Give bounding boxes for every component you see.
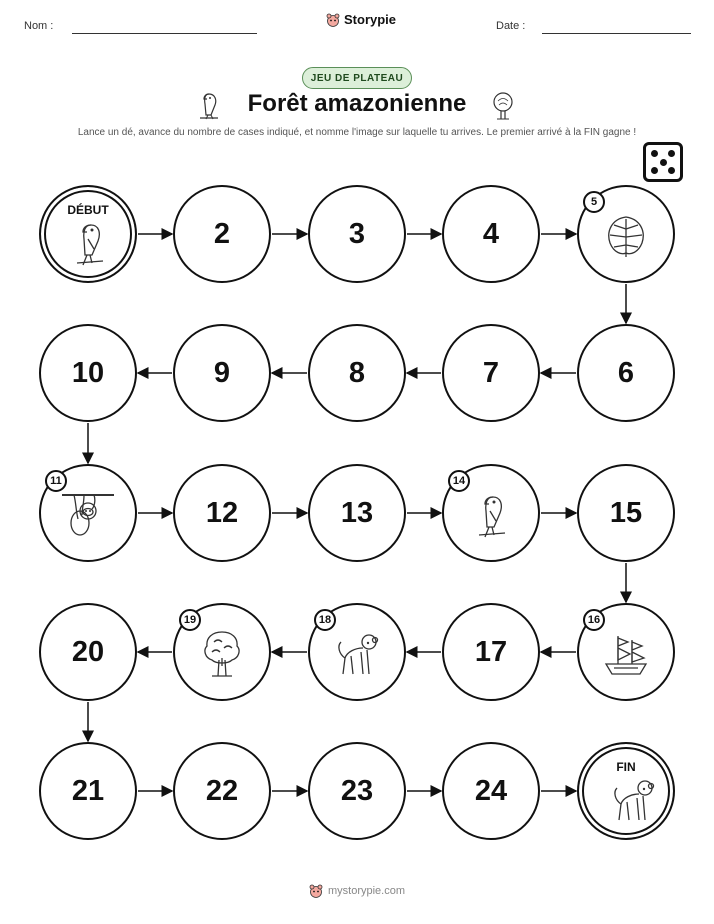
board-space-19[interactable] — [173, 603, 271, 701]
space-number: 13 — [340, 496, 374, 529]
space-number: 7 — [482, 356, 500, 389]
space-number: 21 — [71, 774, 105, 807]
space-number: 11 — [45, 470, 67, 492]
board-space-11[interactable] — [39, 464, 137, 562]
game-type-badge: JEU DE PLATEAU — [302, 67, 412, 89]
monkey-icon — [607, 776, 659, 829]
board-space-22[interactable] — [173, 742, 271, 840]
board-space-20[interactable] — [39, 603, 137, 701]
tree-icon — [200, 628, 244, 685]
start-space[interactable] — [39, 185, 137, 283]
space-number: 3 — [348, 217, 366, 250]
board-space-15[interactable] — [577, 464, 675, 562]
space-number: 16 — [583, 609, 605, 631]
board-space-6[interactable] — [577, 324, 675, 422]
board-space-2[interactable] — [173, 185, 271, 283]
end-space[interactable] — [577, 742, 675, 840]
board-space-16[interactable] — [577, 603, 675, 701]
ship-icon — [600, 630, 652, 683]
space-number: 4 — [482, 217, 500, 250]
monkey-icon — [331, 630, 383, 683]
name-label: Nom : — [24, 20, 54, 32]
space-number: 18 — [314, 609, 336, 631]
board-space-7[interactable] — [442, 324, 540, 422]
space-number: 5 — [583, 191, 605, 213]
space-number: 24 — [474, 774, 508, 807]
parrot-icon — [471, 491, 511, 544]
space-number: 22 — [205, 774, 239, 807]
footer-link[interactable]: mystorypie.com — [327, 885, 406, 897]
brand-name: Storypie — [344, 12, 397, 27]
space-number: 12 — [205, 496, 239, 529]
footer — [0, 884, 714, 898]
page-title: Forêt amazonienne — [247, 90, 467, 117]
board-space-23[interactable] — [308, 742, 406, 840]
space-number: 20 — [71, 635, 105, 668]
board-space-21[interactable] — [39, 742, 137, 840]
board-space-4[interactable] — [442, 185, 540, 283]
board-space-8[interactable] — [308, 324, 406, 422]
monstera-leaf-icon — [602, 213, 650, 264]
board-space-18[interactable] — [308, 603, 406, 701]
space-number: 6 — [617, 356, 635, 389]
space-number: 9 — [213, 356, 231, 389]
space-number: 17 — [474, 635, 508, 668]
board-space-5[interactable] — [577, 185, 675, 283]
space-number: 15 — [609, 496, 643, 529]
board-space-10[interactable] — [39, 324, 137, 422]
space-number: 23 — [340, 774, 374, 807]
board-space-24[interactable] — [442, 742, 540, 840]
sloth-icon — [58, 489, 118, 546]
board-space-12[interactable] — [173, 464, 271, 562]
date-label: Date : — [496, 20, 526, 32]
board-space-13[interactable] — [308, 464, 406, 562]
space-number: 10 — [71, 356, 105, 389]
parrot-icon — [69, 219, 109, 272]
space-number: 19 — [179, 609, 201, 631]
space-number: 2 — [213, 217, 231, 250]
board-space-14[interactable] — [442, 464, 540, 562]
instructions: Lance un dé, avance du nombre de cases indiqué, et nomme l'image sur laquelle tu arrives. Le premier arrivé à la FIN gagne ! — [77, 127, 637, 138]
board-space-17[interactable] — [442, 603, 540, 701]
space-number: 8 — [348, 356, 366, 389]
space-number: 14 — [448, 470, 470, 492]
end-label: FIN — [616, 760, 636, 774]
board-space-9[interactable] — [173, 324, 271, 422]
start-label: DÉBUT — [67, 203, 109, 217]
storypie-mascot-icon — [309, 884, 323, 898]
board-space-3[interactable] — [308, 185, 406, 283]
